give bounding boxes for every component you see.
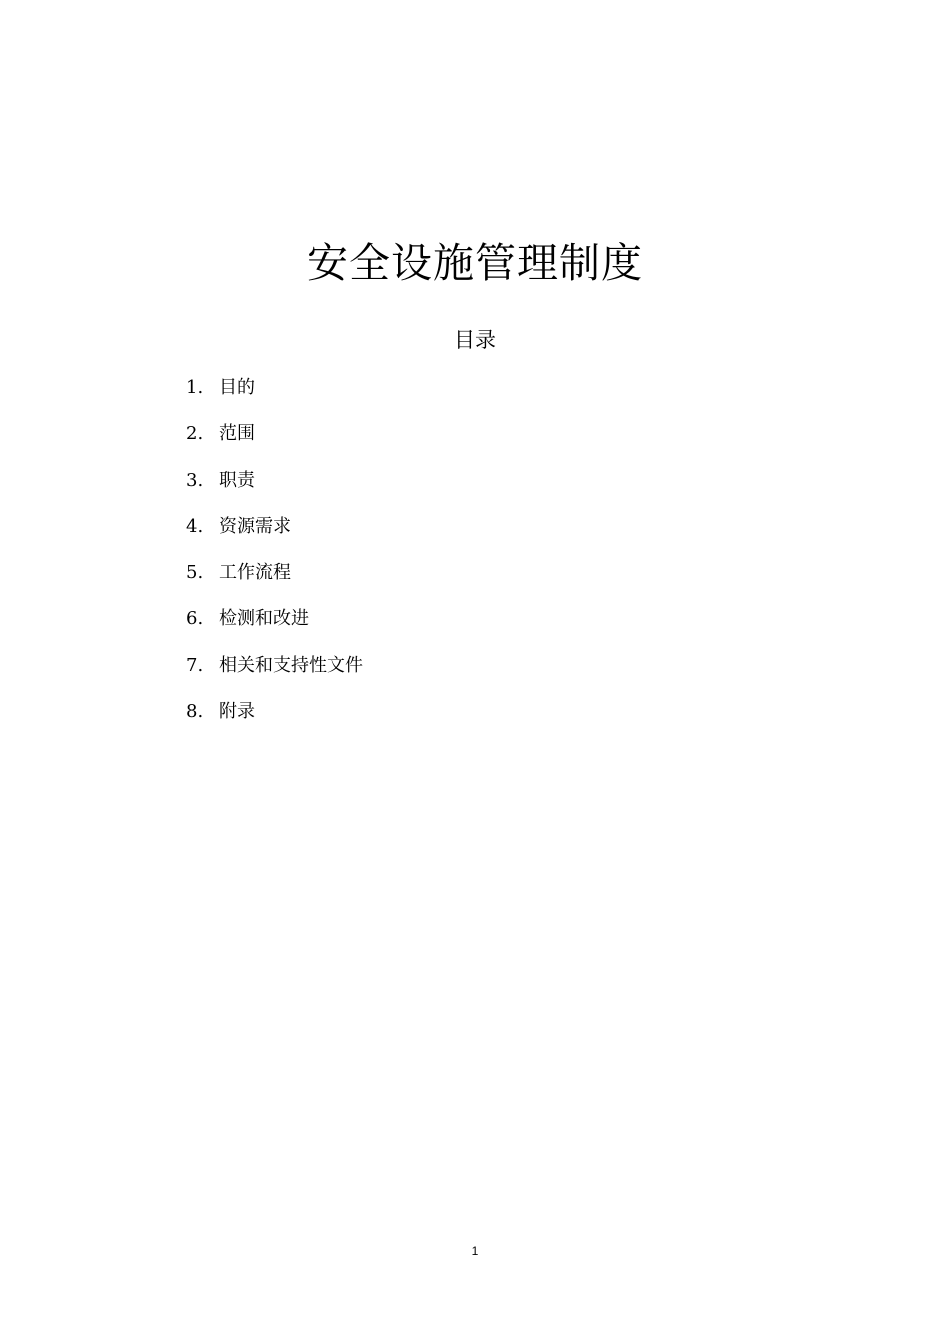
- toc-item-6[interactable]: [186, 604, 363, 650]
- document-title: 安全设施管理制度: [307, 239, 643, 287]
- toc-item-label: 检测和改进: [219, 608, 309, 630]
- toc-item-3[interactable]: [186, 466, 363, 512]
- toc-item-label: 工作流程: [219, 562, 291, 584]
- toc-item-number: 3.: [186, 469, 204, 491]
- toc-item-number: 2.: [186, 423, 204, 445]
- toc-item-label: 附录: [219, 701, 255, 723]
- table-of-contents: [186, 373, 363, 743]
- toc-item-2[interactable]: [186, 419, 363, 465]
- toc-item-5[interactable]: [186, 558, 363, 604]
- toc-heading: 目录: [454, 328, 496, 352]
- toc-item-label: 相关和支持性文件: [219, 654, 363, 676]
- toc-item-7[interactable]: [186, 651, 363, 697]
- toc-item-1[interactable]: [186, 373, 363, 419]
- toc-item-4[interactable]: [186, 512, 363, 558]
- toc-item-label: 职责: [219, 469, 255, 491]
- toc-item-number: 5.: [186, 562, 204, 584]
- toc-item-8[interactable]: [186, 697, 363, 743]
- page-number: 1: [471, 1244, 479, 1258]
- toc-item-label: 目的: [219, 377, 255, 398]
- toc-item-number: 4.: [186, 515, 204, 537]
- toc-item-number: 8.: [186, 701, 204, 723]
- toc-item-number: 1.: [186, 377, 204, 398]
- toc-item-number: 7.: [186, 654, 204, 676]
- toc-item-label: 范围: [219, 423, 255, 445]
- toc-item-number: 6.: [186, 608, 204, 630]
- toc-item-label: 资源需求: [219, 515, 291, 537]
